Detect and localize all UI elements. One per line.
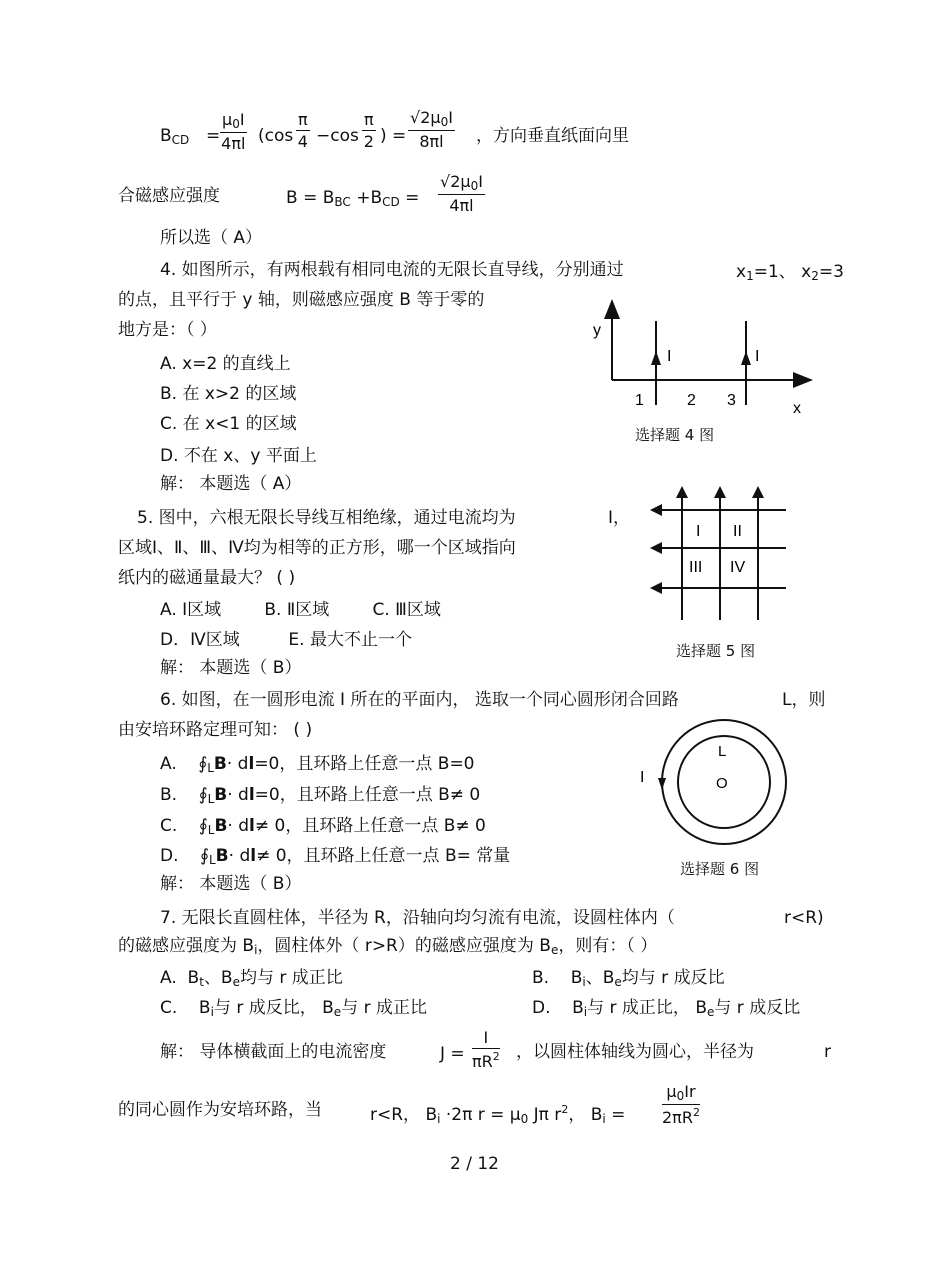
- fraction-mu0-ir-2pi-r2: $\frac{\mu 0Ir}{2\pi R^2}$: [662, 1082, 700, 1127]
- paren-close: ): [380, 126, 387, 146]
- fig4-y-label: y: [593, 322, 601, 339]
- q7-option-d: D. Bi与 r 成正比， Be与 r 成反比: [532, 998, 801, 1019]
- q7-line2: 的磁感应强度为 Bi，圆柱体外（ r>R）的磁感应强度为 Be，则有：（ ）: [118, 936, 658, 957]
- q4-line2: 的点，且平行于 y 轴，则磁感应强度 B 等于零的: [118, 290, 485, 310]
- fig5-region-4: IV: [730, 559, 746, 576]
- q5-line3: 纸内的磁通量最大？ ( ): [118, 568, 296, 588]
- total-b-label: 合磁感应强度: [118, 186, 220, 206]
- fig6-center-label: O: [716, 775, 728, 792]
- fig5-region-2: II: [733, 523, 742, 540]
- q5-line2: 区域Ⅰ、Ⅱ、Ⅲ、Ⅳ均为相等的正方形，哪一个区域指向: [118, 538, 516, 558]
- q5-line1: 5. 图中，六根无限长导线互相绝缘，通过电流均为: [137, 508, 516, 528]
- q6-option-a: A. ∮LB· dl=0，且环路上任意一点 B=0: [160, 754, 475, 775]
- q4-line1-coords: x1=1、 x2=3: [736, 262, 844, 283]
- q7-solution-line1: 解： 导体横截面上的电流密度: [160, 1042, 387, 1062]
- fig6-current-label: I: [640, 769, 645, 786]
- q7-option-c: C. Bi与 r 成反比， Be与 r 成正比: [160, 998, 427, 1019]
- q7-option-a: A. Bt、Be均与 r 成正比: [160, 968, 343, 989]
- fig4-tick-1: 1: [635, 392, 644, 409]
- q7-solution-line1-cont: ，以圆柱体轴线为圆心，半径为: [516, 1042, 754, 1062]
- q6-line1: 6. 如图，在一圆形电流 I 所在的平面内， 选取一个同心圆形闭合回路: [160, 690, 679, 710]
- q5-answer: 解： 本题选（ B）: [160, 658, 302, 678]
- q6-option-b: B. ∮LB· dl=0，且环路上任意一点 B≠ 0: [160, 785, 481, 806]
- q6-line1-loop: L，则: [782, 690, 826, 710]
- q6-line2: 由安培环路定理可知： ( ): [118, 720, 313, 740]
- q7-option-b: B. Bi、Be均与 r 成反比: [532, 968, 725, 989]
- q4-option-b: B. 在 x>2 的区域: [160, 384, 297, 404]
- fraction-sqrt2-mu0-i-8pi-l: $\frac{√2\mu 0I}{8\pi l}$: [410, 108, 453, 151]
- fig4-current-1: I: [667, 348, 672, 365]
- q6-option-c: C. ∮LB· dl≠ 0，且环路上任意一点 B≠ 0: [160, 816, 486, 837]
- fig4-tick-2: 2: [687, 392, 696, 409]
- q4-line3: 地方是：（ ）: [118, 320, 217, 340]
- fig6-caption: 选择题 6 图: [680, 860, 760, 878]
- q5-options-row2: D．Ⅳ区域 E. 最大不止一个: [160, 630, 412, 650]
- fraction-pi-2: $\frac{\pi}{2}$: [363, 110, 374, 151]
- fig5-region-3: III: [689, 559, 703, 576]
- q7-ampere-eq: r<R， Bi ·2π r = μ0 Jπ $r^2$， Bi =: [370, 1103, 626, 1126]
- q4-line1: 4. 如图所示，有两根载有相同电流的无限长直导线，分别通过: [160, 260, 624, 280]
- bcd-formula: BCD: [160, 126, 190, 147]
- total-b-formula: B = BBC +BCD =: [286, 188, 420, 209]
- minus-cos: −cos: [316, 126, 359, 146]
- fig4-caption: 选择题 4 图: [635, 426, 715, 444]
- fraction-pi-4: $\frac{\pi}{4}$: [297, 110, 308, 151]
- q7-current-density-eq: J =: [440, 1044, 465, 1064]
- q7-solution-line1-r: r: [824, 1042, 831, 1062]
- q7-line1-cond: r<R): [784, 908, 824, 928]
- q7-line1: 7. 无限长直圆柱体，半径为 R，沿轴向均匀流有电流，设圆柱体内（: [160, 908, 675, 928]
- fig5-caption: 选择题 5 图: [676, 642, 756, 660]
- q6-option-d: D. ∮LB· dl≠ 0，且环路上任意一点 B= 常量: [160, 846, 511, 867]
- q6-answer: 解： 本题选（ B）: [160, 874, 302, 894]
- fig4-tick-3: 3: [727, 392, 736, 409]
- answer-line-3: 所以选（ A）: [160, 228, 263, 248]
- fig4-x-label: x: [793, 400, 801, 417]
- fraction-sqrt2-mu0-i-4pi-l: $\frac{√2\mu 0I}{4\pi l}$: [440, 172, 483, 215]
- direction-text: ，方向垂直纸面向里: [476, 126, 629, 146]
- q4-answer: 解： 本题选（ A）: [160, 474, 302, 494]
- q4-option-a: A. x=2 的直线上: [160, 354, 291, 374]
- figure-5-diagram: [648, 484, 788, 624]
- q5-line1-current: I，: [608, 508, 631, 528]
- q7-solution-line2: 的同心圆作为安培环路，当: [118, 1100, 322, 1120]
- page-number: 2 / 12: [450, 1154, 499, 1174]
- q4-option-d: D. 不在 x、y 平面上: [160, 446, 317, 466]
- figure-6-diagram: [632, 714, 832, 844]
- eq-sign-2: =: [392, 126, 407, 146]
- eq-sign: =: [206, 126, 221, 146]
- fig4-current-2: I: [755, 348, 760, 365]
- fig6-loop-label: L: [718, 743, 727, 760]
- fraction-i-pi-r2: $\frac{I}{\pi R^2}$: [472, 1028, 500, 1071]
- fraction-mu0-i-4pi-l: $\frac{\mu 0I}{4\pi l}$: [221, 110, 246, 153]
- figure-4-diagram: [585, 305, 825, 415]
- q5-options-row1: A. Ⅰ区域 B. Ⅱ区域 C. Ⅲ区域: [160, 600, 441, 620]
- cos-open: (cos: [258, 126, 294, 146]
- fig5-region-1: I: [696, 523, 701, 540]
- q4-option-c: C. 在 x<1 的区域: [160, 414, 297, 434]
